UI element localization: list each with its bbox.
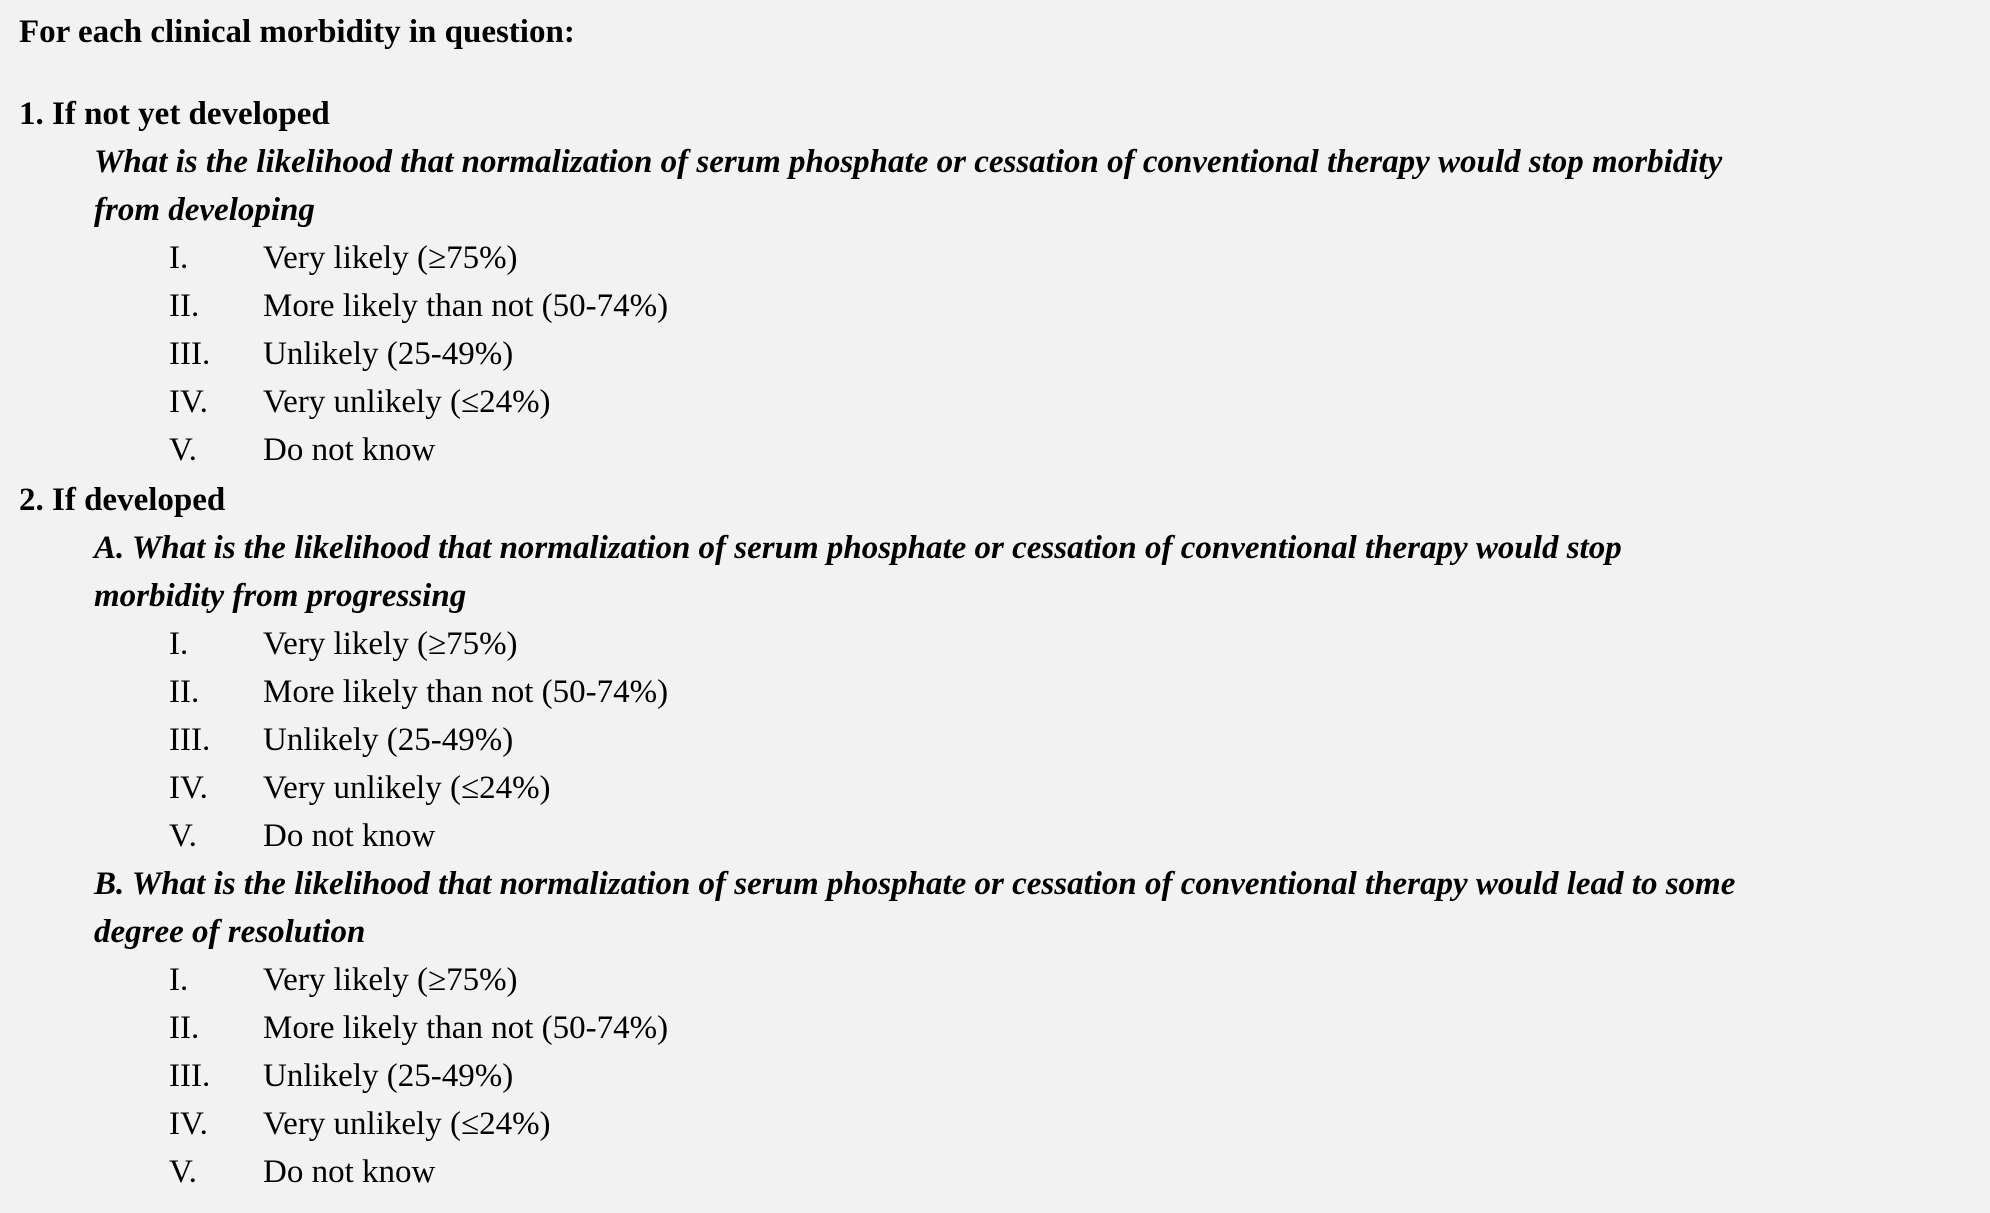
- option-text: Do not know: [263, 818, 436, 854]
- option-number: V.: [169, 432, 197, 468]
- section-2a-question-line-2: morbidity from progressing: [94, 578, 467, 614]
- option-text: Very unlikely (≤24%): [263, 1106, 551, 1142]
- option-text: More likely than not (50-74%): [263, 1010, 669, 1046]
- section-2a-question-line-1: A. What is the likelihood that normalization of serum phosphate or cessation of conventional therapy would stop: [94, 530, 1622, 566]
- option-number: I.: [169, 240, 189, 276]
- option-number: I.: [169, 962, 189, 998]
- option-text: Very unlikely (≤24%): [263, 384, 551, 420]
- section-1-question-line-2: from developing: [94, 192, 315, 228]
- section-2-heading: 2. If developed: [19, 482, 226, 518]
- option-text: More likely than not (50-74%): [263, 674, 669, 710]
- section-2b-question-line-2: degree of resolution: [94, 914, 366, 950]
- option-text: More likely than not (50-74%): [263, 288, 669, 324]
- section-2b-question-line-1: B. What is the likelihood that normalization of serum phosphate or cessation of conventional therapy would lead to some: [94, 866, 1736, 902]
- section-1-question-line-1: What is the likelihood that normalization of serum phosphate or cessation of conventional therapy would stop morbidity: [94, 144, 1723, 180]
- option-text: Very unlikely (≤24%): [263, 770, 551, 806]
- option-text: Unlikely (25-49%): [263, 722, 514, 758]
- option-text: Very likely (≥75%): [263, 962, 518, 998]
- option-number: III.: [169, 722, 211, 758]
- option-number: IV.: [169, 384, 208, 420]
- intro-heading: For each clinical morbidity in question:: [19, 14, 575, 50]
- option-text: Very likely (≥75%): [263, 240, 518, 276]
- option-number: II.: [169, 288, 200, 324]
- option-number: IV.: [169, 1106, 208, 1142]
- option-text: Unlikely (25-49%): [263, 336, 514, 372]
- option-number: III.: [169, 1058, 211, 1094]
- option-number: V.: [169, 818, 197, 854]
- option-number: II.: [169, 674, 200, 710]
- option-text: Do not know: [263, 432, 436, 468]
- option-text: Very likely (≥75%): [263, 626, 518, 662]
- option-number: II.: [169, 1010, 200, 1046]
- option-number: I.: [169, 626, 189, 662]
- option-number: IV.: [169, 770, 208, 806]
- option-text: Unlikely (25-49%): [263, 1058, 514, 1094]
- option-number: V.: [169, 1154, 197, 1190]
- option-number: III.: [169, 336, 211, 372]
- section-1-heading: 1. If not yet developed: [19, 96, 330, 132]
- option-text: Do not know: [263, 1154, 436, 1190]
